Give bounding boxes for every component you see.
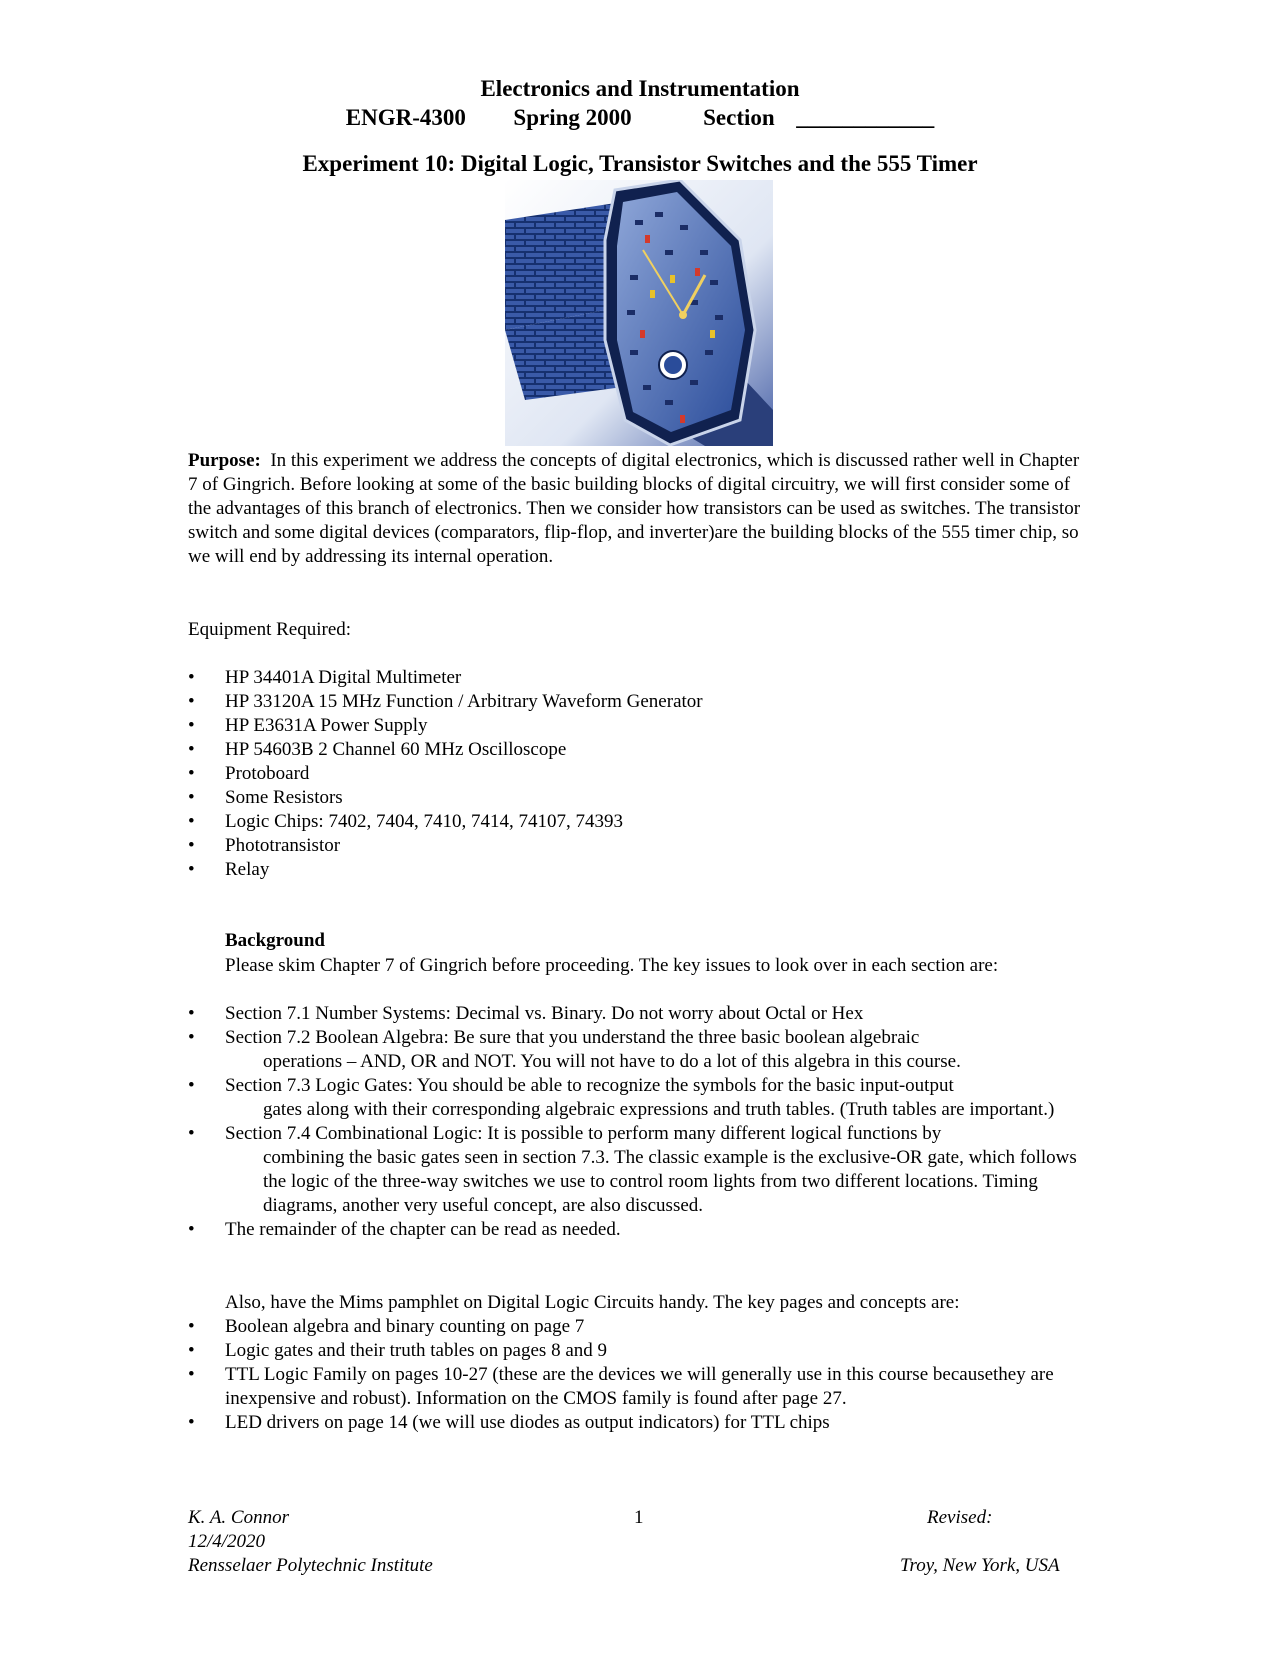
list-item-continuation: they are inexpensive and robust). Information on the CMOS family is found after page 27. xyxy=(225,1364,1054,1409)
background-list xyxy=(188,1002,1088,1242)
list-item-text: Section 7.2 Boolean Algebra: Be sure that you understand the three basic boolean algebraic xyxy=(225,1027,920,1048)
list-item: • Logic Chips: 7402, 7404, 7410, 7414, 74107, 74393 xyxy=(188,810,1088,834)
list-item xyxy=(188,1074,1088,1122)
list-item xyxy=(188,1411,1088,1435)
list-item-continuation: operations – AND, OR and NOT. You will not have to do a lot of this algebra in this course. xyxy=(263,1051,961,1072)
purpose-label: Purpose: xyxy=(188,450,261,471)
equipment-list xyxy=(188,666,1088,882)
course-info-line xyxy=(0,105,1280,131)
list-item-continuation: combining the basic gates seen in section 7.3. The classic example is the exclusive-OR gate, which follows the logic of the three-way switches we use to control room lights from two different locations. Timing diagrams, another very useful concept, are also discussed. xyxy=(263,1147,1077,1216)
list-item-text: Section 7.1 Number Systems: Decimal vs. Binary. Do not worry about Octal or Hex xyxy=(225,1003,864,1024)
background-heading: Background xyxy=(225,930,325,951)
footer-institution: Rensselaer Polytechnic Institute xyxy=(188,1555,433,1576)
mims-intro: Also, have the Mims pamphlet on Digital Logic Circuits handy. The key pages and concepts are: xyxy=(225,1292,960,1313)
list-item: • HP 34401A Digital Multimeter xyxy=(188,666,1088,690)
page-number: 1 xyxy=(634,1507,644,1528)
list-item: • Relay xyxy=(188,858,1088,882)
purpose-text: In this experiment we address the concepts of digital electronics, which is discussed rather well in Chapter 7 of Gingrich. Before looking at some of the basic building blocks of digital circuitry, we will first consider some of the advantages of this branch of electronics. Then we consider how transistors can be used as switches. The transistor switch and some digital devices (comparators, flip-flop, and inverter)are the building blocks of the 555 timer chip, so we will end by addressing its internal operation. xyxy=(188,450,1081,567)
list-item: • Protoboard xyxy=(188,762,1088,786)
course-code: ENGR-4300 xyxy=(345,105,466,130)
list-item xyxy=(188,1026,1088,1074)
list-item xyxy=(188,1122,1088,1218)
course-title: Electronics and Instrumentation xyxy=(480,76,800,101)
list-item xyxy=(188,1002,1088,1026)
footer-revised: Revised: xyxy=(927,1507,993,1528)
list-item-text: Section 7.3 Logic Gates: You should be able to recognize the symbols for the basic input-output xyxy=(225,1075,954,1096)
list-item: • HP 33120A 15 MHz Function / Arbitrary Waveform Generator xyxy=(188,690,1088,714)
purpose-paragraph xyxy=(188,449,1088,569)
list-item xyxy=(188,1339,1088,1363)
list-item-text: LED drivers on page 14 (we will use diodes as output indicators) for TTL chips xyxy=(225,1412,830,1433)
footer-author: K. A. Connor xyxy=(188,1507,290,1528)
course-term: Spring 2000 xyxy=(513,105,632,130)
list-item-text: Boolean algebra and binary counting on page 7 xyxy=(225,1316,585,1337)
footer-date: 12/4/2020 xyxy=(188,1531,266,1552)
list-item-continuation: gates along with their corresponding algebraic expressions and truth tables. (Truth tables are important.) xyxy=(263,1099,1055,1120)
list-item: • Some Resistors xyxy=(188,786,1088,810)
list-item-text: TTL Logic Family on pages 10-27 (these are the devices we will generally use in this course because xyxy=(225,1364,994,1385)
equipment-title: Equipment Required: xyxy=(188,619,352,640)
list-item xyxy=(188,1315,1088,1339)
circuit-watch-illustration xyxy=(505,180,773,446)
list-item-text: Section 7.4 Combinational Logic: It is possible to perform many different logical functions by xyxy=(225,1123,942,1144)
list-item xyxy=(188,1363,1088,1411)
section-label: Section xyxy=(703,105,775,130)
list-item: • Phototransistor xyxy=(188,834,1088,858)
background-intro: Please skim Chapter 7 of Gingrich before proceeding. The key issues to look over in each section are: xyxy=(225,955,999,976)
list-item-text: Logic gates and their truth tables on pages 8 and 9 xyxy=(225,1340,608,1361)
list-item: • HP E3631A Power Supply xyxy=(188,714,1088,738)
section-blank: ____________ xyxy=(796,105,935,130)
list-item: • HP 54603B 2 Channel 60 MHz Oscilloscope xyxy=(188,738,1088,762)
mims-list xyxy=(188,1315,1088,1435)
list-item-text: The remainder of the chapter can be read as needed. xyxy=(225,1219,621,1240)
experiment-title: Experiment 10: Digital Logic, Transistor Switches and the 555 Timer xyxy=(302,151,978,176)
footer-location: Troy, New York, USA xyxy=(900,1555,1060,1576)
list-item xyxy=(188,1218,1088,1242)
